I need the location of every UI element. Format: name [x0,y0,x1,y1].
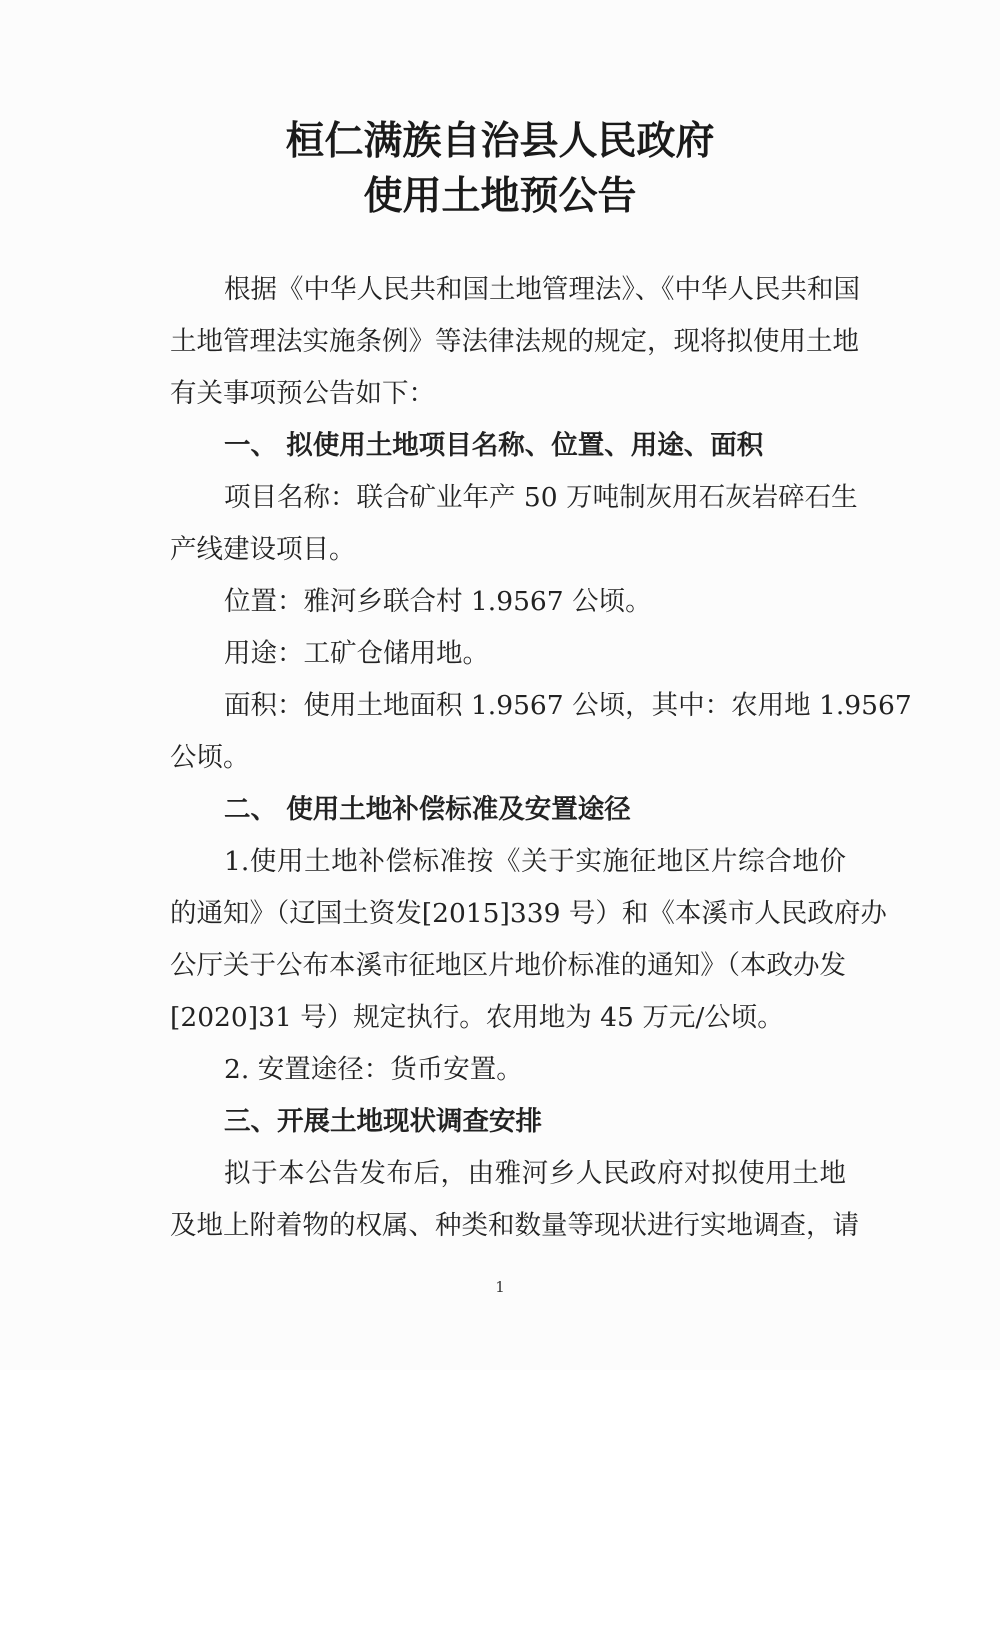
document-title-line2: 使用土地预公告 [363,173,637,219]
body-line: 有关事项预公告如下： [170,378,435,409]
body-line: 土地管理法实施条例》等法律法规的规定，现将拟使用土地 [170,326,859,357]
body-line: 产线建设项目。 [170,534,356,565]
body-line: 公顷。 [170,742,250,773]
body-line: 的通知》（辽国土资发[2015]339 号）和《本溪市人民政府办 [170,898,887,929]
body-line: 根据《中华人民共和国土地管理法》、《中华人民共和国 [224,274,860,305]
body-line: 公厅关于公布本溪市征地区片地价标准的通知》（本政办发 [170,950,846,981]
body-line: 拟于本公告发布后，由雅河乡人民政府对拟使用土地 [224,1158,846,1189]
document-title-line1: 桓仁满族自治县人民政府 [285,118,715,164]
section-heading-1: 一、 拟使用土地项目名称、位置、用途、面积 [224,430,764,461]
body-line: 及地上附着物的权属、种类和数量等现状进行实地调查，请 [170,1210,859,1241]
body-line: 用途：工矿仓储用地。 [224,638,489,669]
body-line: 项目名称：联合矿业年产 50 万吨制灰用石灰岩碎石生 [224,482,858,513]
body-line: [2020]31 号）规定执行。农用地为 45 万元/公顷。 [170,1002,784,1033]
body-line: 面积：使用土地面积 1.9567 公顷，其中：农用地 1.9567 [224,690,912,721]
section-heading-3: 三、开展土地现状调查安排 [224,1106,542,1137]
page-number: 1 [495,1278,505,1296]
body-line: 1.使用土地补偿标准按《关于实施征地区片综合地价 [224,846,846,877]
body-line: 位置：雅河乡联合村 1.9567 公顷。 [224,586,652,617]
body-line: 2. 安置途径：货币安置。 [224,1054,523,1085]
section-heading-2: 二、 使用土地补偿标准及安置途径 [224,794,631,825]
document-body [170,264,912,1252]
